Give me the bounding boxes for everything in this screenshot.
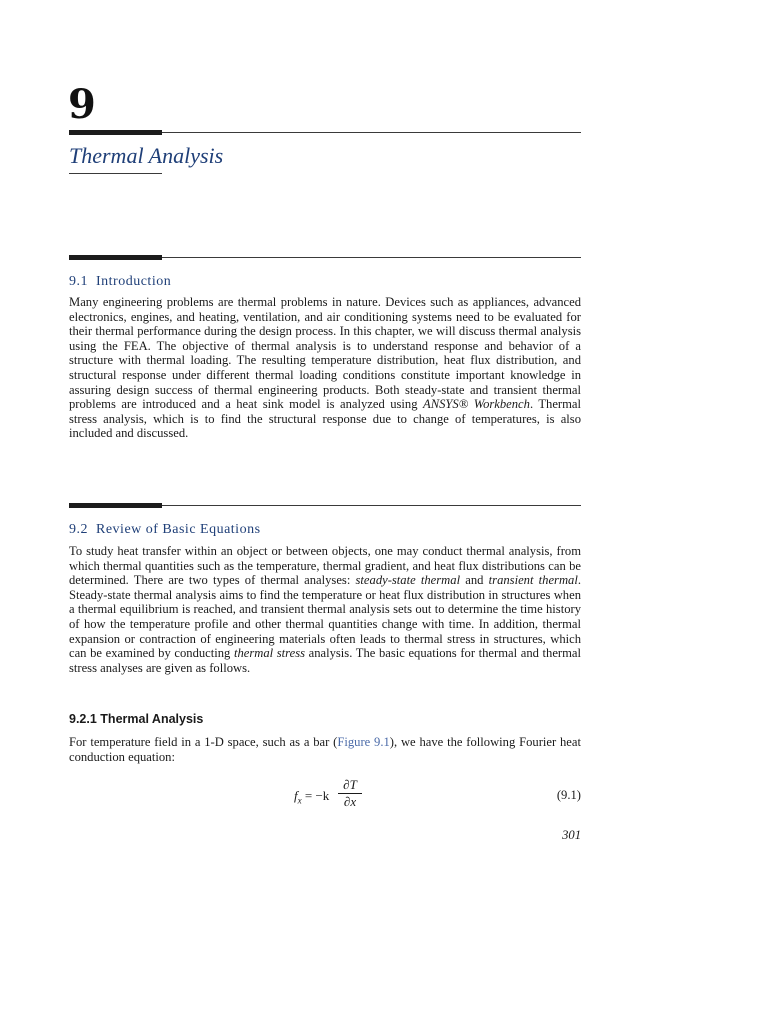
section-number: 9.1 (69, 274, 88, 289)
paragraph-text: For temperature field in a 1-D space, such as a bar ( (69, 735, 338, 749)
subsection-heading-thermal-analysis (69, 712, 203, 726)
section-title: Introduction (96, 274, 172, 289)
basic-equations-paragraph (69, 544, 581, 675)
paragraph-text: Many engineering problems are thermal problems in nature. Devices such as appliances, advanced electronics, engines, and heating, ventilation, and air conditioning systems need to be evaluated for their thermal performance during the design process. In this chapter, we will discuss thermal analysis using the FEA. The objective of thermal analysis is to understand response and behavior of a structure with thermal loading. The resulting temperature distribution, heat flux distribution, and structural response under different thermal loading conditions constitute important knowledge in assuring design success of thermal engineering products. Both steady-state and transient thermal problems are introduced and a heat sink model is analyzed using (69, 295, 581, 412)
fourier-equation (290, 776, 390, 816)
emphasis-text: thermal stress (233, 646, 306, 661)
introduction-paragraph (69, 295, 581, 441)
equation-fraction (338, 778, 362, 809)
paragraph-text: ), we have the following Fourier heat conduction equation: (69, 735, 581, 764)
section-rule-thick (69, 255, 162, 260)
emphasis-text: transient thermal (488, 573, 578, 588)
figure-link[interactable]: Figure 9.1 (337, 735, 390, 749)
chapter-rule-thick (69, 130, 162, 135)
chapter-title: Thermal Analysis (69, 143, 224, 168)
section-rule-thin (162, 505, 581, 506)
subsection-number: 9.2.1 (69, 712, 97, 726)
equation-symbol: f (294, 788, 298, 803)
page-number: 301 (562, 828, 581, 842)
software-name: ANSYS® Workbench (423, 397, 530, 412)
section-heading-introduction (69, 273, 171, 291)
subsection-title: Thermal Analysis (100, 712, 204, 726)
equation-subscript: x (297, 795, 302, 806)
thermal-analysis-paragraph (69, 735, 581, 764)
section-number: 9.2 (69, 522, 88, 537)
paragraph-text: and (460, 573, 489, 588)
equation-numerator: ∂T (343, 777, 357, 792)
chapter-rule-thin (162, 132, 581, 133)
paragraph-text: . Thermal stress analysis, which is to find the structural response due to change of temperatures, is also included and discussed. (69, 397, 581, 441)
section-heading-basic-equations (69, 521, 261, 539)
section-title: Review of Basic Equations (96, 522, 261, 537)
equation-number: (9.1) (556, 788, 581, 802)
section-rule-thick (69, 503, 162, 508)
section-rule-thin (162, 257, 581, 258)
paragraph-text: . Steady-state thermal analysis aims to find the temperature or heat flux distribution in structures when a thermal equilibrium is reached, and transient thermal analysis sets out to determine the time history of how the temperature profile and other thermal quantities change with time. In addition, thermal expansion or contraction of engineering materials often leads to thermal stress in structures, which can be examined by conducting (69, 573, 581, 661)
paragraph-text: analysis. The basic equations for thermal and thermal stress analyses are given as follows. (69, 646, 581, 675)
equation-rhs-prefix: = −k (304, 788, 330, 803)
chapter-number: 9 (68, 81, 96, 128)
paragraph-text: To study heat transfer within an object or between objects, one may conduct thermal analysis, from which thermal quantities such as the temperature, thermal gradient, and heat flux distributions can be determined. There are two types of thermal analyses: (69, 544, 581, 588)
equation-denominator: ∂x (343, 794, 357, 809)
chapter-title-underline (69, 173, 162, 174)
equation-lhs (294, 788, 329, 806)
emphasis-text: steady-state thermal (355, 573, 461, 588)
